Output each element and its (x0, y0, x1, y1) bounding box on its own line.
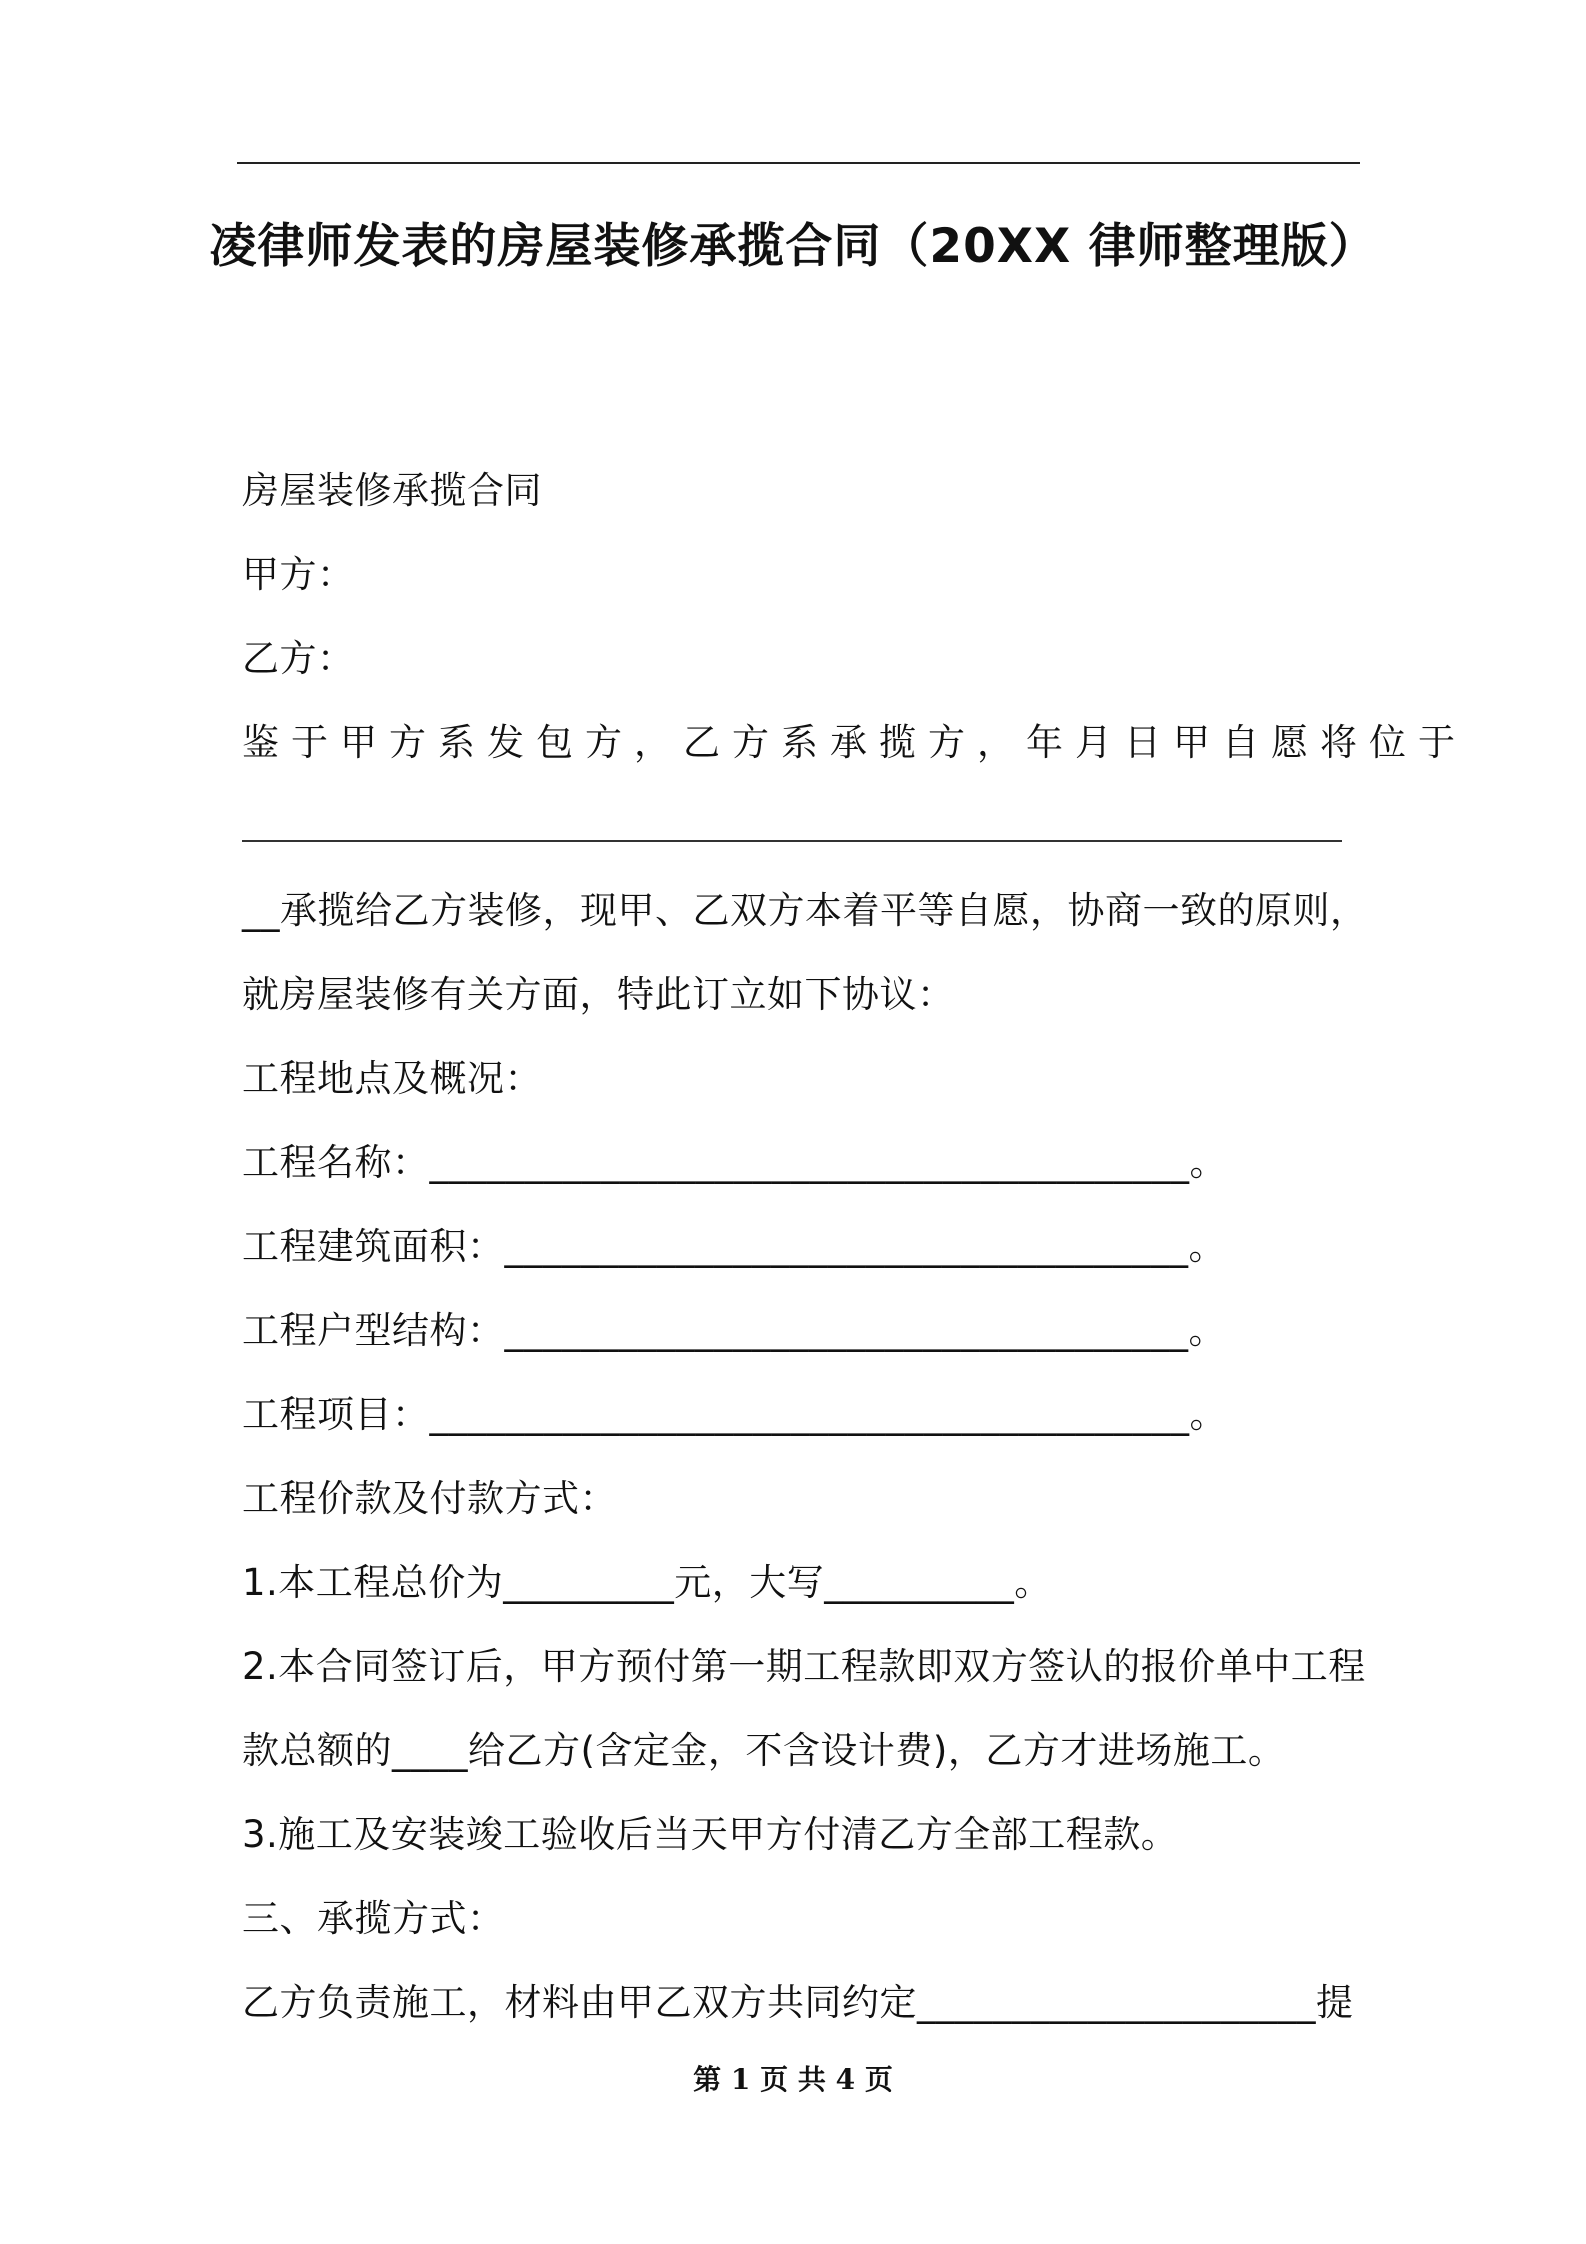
payment-clause-2: 2.本合同签订后，甲方预付第一期工程款即双方签认的报价单中工程 (242, 1645, 1366, 1688)
section-heading-payment: 工程价款及付款方式： (242, 1477, 617, 1520)
payment-clause-1: 1.本工程总价为_________元，大写__________。 (242, 1561, 1052, 1604)
field-project-items: 工程项目：________________________________________。 (242, 1393, 1227, 1436)
party-b-label: 乙方： (242, 637, 355, 680)
method-clause: 乙方负责施工，材料由甲乙双方共同约定_____________________提 (242, 1981, 1354, 2024)
recital-line-3: 就房屋装修有关方面，特此订立如下协议： (242, 973, 955, 1016)
payment-clause-3: 3.施工及安装竣工验收后当天甲方付清乙方全部工程款。 (242, 1813, 1179, 1856)
payment-clause-2-cont: 款总额的____给乙方(含定金，不含设计费)，乙方才进场施工。 (242, 1729, 1286, 1772)
field-building-area: 工程建筑面积：____________________________________。 (242, 1225, 1226, 1268)
field-project-name: 工程名称：________________________________________。 (242, 1141, 1227, 1184)
contract-heading: 房屋装修承揽合同 (242, 469, 542, 512)
recital-line-1: 鉴于甲方系发包方，乙方系承揽方，年月日甲自愿将位于 (242, 721, 1467, 764)
recital-line-2: __承揽给乙方装修，现甲、乙双方本着平等自愿，协商一致的原则， (242, 889, 1368, 932)
header-rule (237, 162, 1360, 164)
location-blank-line (242, 840, 1342, 842)
page-indicator: 第 1 页 共 4 页 (693, 2063, 893, 2096)
section-heading-project: 工程地点及概况： (242, 1057, 542, 1100)
field-unit-structure: 工程户型结构：____________________________________。 (242, 1309, 1226, 1352)
section-heading-method: 三、承揽方式： (242, 1897, 505, 1940)
document-title: 凌律师发表的房屋装修承揽合同（20XX 律师整理版） (209, 219, 1377, 274)
party-a-label: 甲方： (242, 553, 355, 596)
